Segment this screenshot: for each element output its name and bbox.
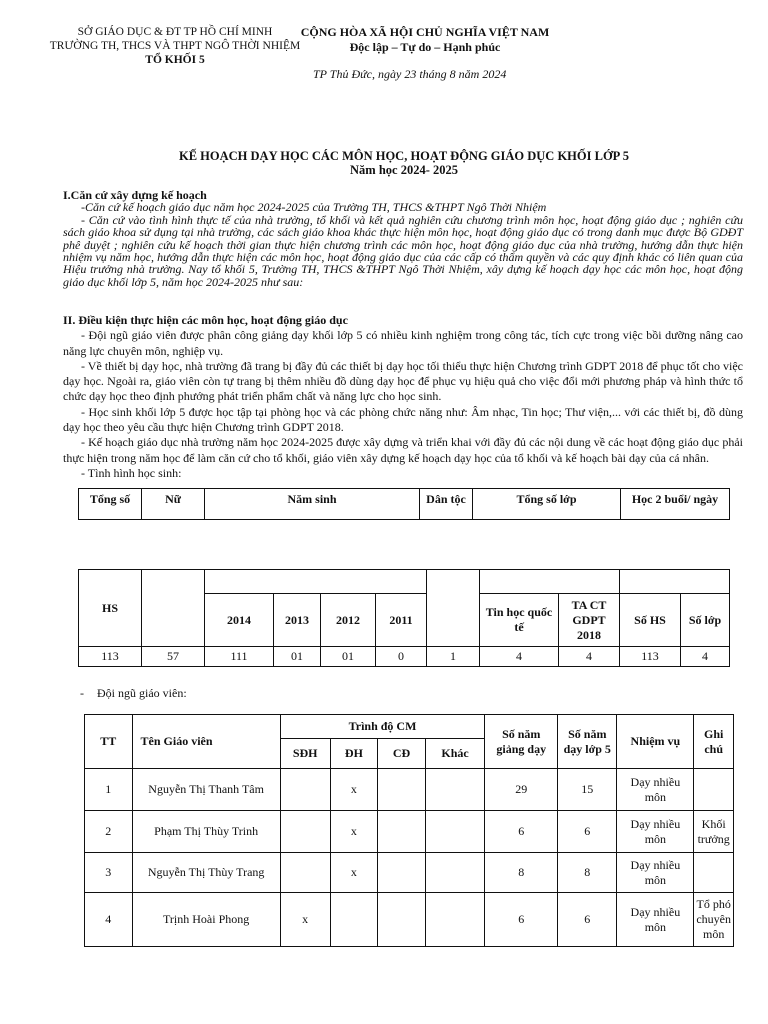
th-dh: ĐH xyxy=(330,739,378,769)
col-female: Nữ xyxy=(142,489,205,520)
teachers-label: - Đội ngũ giáo viên: xyxy=(80,686,187,700)
col-two-sessions: Học 2 buổi/ ngày xyxy=(621,489,730,520)
col-total: Tổng số xyxy=(79,489,142,520)
th-note: Ghi chú xyxy=(694,715,734,769)
ta-ct-label: TA CT GDPT 2018 xyxy=(559,594,620,647)
school-header xyxy=(40,25,310,67)
title-year: Năm học 2024- 2025 xyxy=(350,163,458,177)
national-header xyxy=(290,25,560,55)
section-2-heading: II. Điều kiện thực hiện các môn học, hoạt động giáo dục xyxy=(63,313,348,327)
th-duty: Nhiệm vụ xyxy=(617,715,694,769)
school-name: TRƯỜNG TH, THCS VÀ THPT NGÔ THỜI NHIỆM xyxy=(49,40,301,52)
section-2-para-3: - Học sinh khối lớp 5 được học tập tại phòng học và các phòng chức năng như: Âm nhạc, Tin học; Thư viện,... với các thiết bị, đồ dùng dạy học theo yêu cầu thực hiện Chương trình GDPT 2018. xyxy=(63,404,743,435)
th-years: Số năm giảng dạy xyxy=(485,715,558,769)
th-tt: TT xyxy=(85,715,133,769)
th-cd: CĐ xyxy=(378,739,426,769)
section-1 xyxy=(63,189,743,288)
section-2-para-4: - Kế hoạch giáo dục nhà trường năm học 2024-2025 được xây dựng và triển khai với đầy đủ các nội dung về các hoạt động giáo dục phải thực hiện trong năm học để làm căn cứ cho tổ khối, giáo viên xây dựng kế hoạch dạy học của tổ khối và kế hoạch bài dạy của cá nhân. xyxy=(63,435,743,465)
section-2 xyxy=(63,313,743,481)
section-2-para-1: - Đội ngũ giáo viên được phân công giảng dạy khối lớp 5 có nhiều kinh nghiệm trong công tác, tích cực trong việc bồi dưỡng nâng cao năng lực chuyên môn, nghiệp vụ. xyxy=(63,328,743,358)
section-2-para-2: - Về thiết bị dạy học, nhà trường đã trang bị đầy đủ các thiết bị dạy học tối thiểu thực hiện Chương trình GDPT 2018 để phục tốt cho việc dạy học. Ngoài ra, giáo viên còn tự trang bị thêm nhiều đồ dùng dạy học để phục vụ hiệu quả cho việc đổi mới phương pháp và hình thức tổ chức dạy học theo định phướng phát triển phẩm chất và năng lực cho học sinh. xyxy=(63,358,743,404)
hs-label: HS xyxy=(79,570,142,647)
th-khac: Khác xyxy=(425,739,485,769)
year-2011: 2011 xyxy=(376,594,427,647)
section-1-para-1: -Căn cứ kế hoạch giáo dục năm học 2024-2025 của Trường TH, THCS &THPT Ngô Thời Nhiệm xyxy=(81,200,547,215)
th-name: Tên Giáo viên xyxy=(132,715,280,769)
so-hs-label: Số HS xyxy=(620,594,681,647)
th-sdh: SĐH xyxy=(280,739,330,769)
student-stats-table xyxy=(78,569,730,667)
table-row: 2 Phạm Thị Thùy Trinh x 6 6 Dạy nhiều môn Khối trưởng xyxy=(85,811,734,853)
col-ethnic: Dân tộc xyxy=(420,489,473,520)
col-total-classes: Tổng số lớp xyxy=(473,489,621,520)
table-row: 3 Nguyễn Thị Thùy Trang x 8 8 Dạy nhiều môn xyxy=(85,853,734,893)
year-2012: 2012 xyxy=(321,594,376,647)
title-main: KẾ HOẠCH DẠY HỌC CÁC MÔN HỌC, HOẠT ĐỘNG GIÁO DỤC KHỐI LỚP 5 xyxy=(178,149,630,163)
section-1-para-2: - Căn cứ vào tình hình thực tế của nhà trường, tổ khối và kết quả nghiên cứu chương trình môn học, hoạt động giáo dục ; nghiên cứu sách giáo khoa sử dụng tại nhà trường, các sách giáo khoa khác thực hiện môn học, hoạt động giáo dục có trong danh mục được Bộ GDĐT phê duyệt ; nghiên cứu kế hoạch thời gian thực hiện chương trình các môn học, hoạt động giáo dục của nhà trường, hướng dẫn thực hiện nhiệm vụ năm học, hướng dẫn thực hiện các môn học, hoạt động giáo dục của các cấp có thẩm quyền và các quy định khác có liên quan của Hiệu trưởng nhà trường. Nay tổ khối 5, Trường TH, THCS &THPT Ngô Thời Nhiệm, xây dựng kế hoạch dạy học các môn học, hoạt động giáo dục khối lớp 5, năm học 2024-2025 như sau: xyxy=(63,212,743,289)
table-row: 1 Nguyễn Thị Thanh Tâm x 29 15 Dạy nhiều môn xyxy=(85,769,734,811)
group-name: TỔ KHỐI 5 xyxy=(145,54,205,66)
th-trinh-do: Trình độ CM xyxy=(280,715,485,739)
section-2-para-5: - Tình hình học sinh: xyxy=(81,465,182,480)
national-title: CỘNG HÒA XÃ HỘI CHỦ NGHĨA VIỆT NAM xyxy=(300,25,550,39)
national-motto: Độc lập – Tự do – Hạnh phúc xyxy=(349,40,501,54)
table-row: 4 Trịnh Hoài Phong x 6 6 Dạy nhiều môn Tổ phó chuyên môn xyxy=(85,893,734,947)
document-title xyxy=(0,149,768,177)
student-header-table xyxy=(78,488,730,520)
so-lop-label: Số lớp xyxy=(681,594,730,647)
table-row: 113 57 111 01 01 0 1 4 4 113 4 xyxy=(79,647,730,667)
teacher-table xyxy=(84,714,734,947)
col-birth-year: Năm sinh xyxy=(205,489,420,520)
year-2014: 2014 xyxy=(205,594,274,647)
th-years5: Số năm dạy lớp 5 xyxy=(558,715,617,769)
department-name: SỞ GIÁO DỤC & ĐT TP HỒ CHÍ MINH xyxy=(77,26,273,38)
section-1-heading: I.Căn cứ xây dựng kế hoạch xyxy=(63,188,207,202)
tin-hoc-label: Tin học quốc tế xyxy=(480,594,559,647)
document-date: TP Thủ Đức, ngày 23 tháng 8 năm 2024 xyxy=(313,67,507,81)
year-2013: 2013 xyxy=(274,594,321,647)
